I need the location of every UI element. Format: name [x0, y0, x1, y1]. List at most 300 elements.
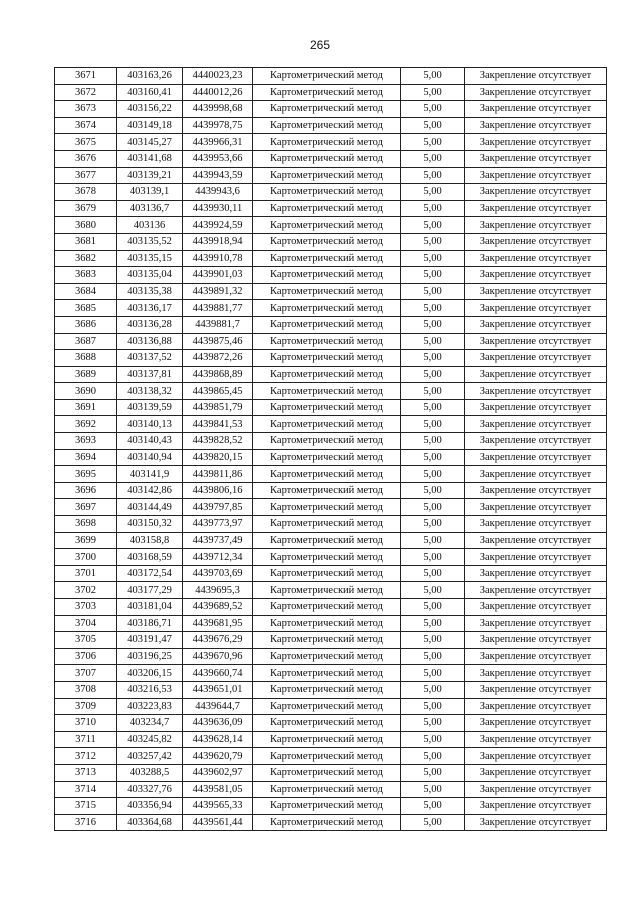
x-coordinate-cell: 403137,52 — [117, 350, 183, 367]
table-row — [55, 648, 607, 665]
point-number-cell: 3707 — [55, 665, 117, 682]
point-number-cell: 3677 — [55, 167, 117, 184]
y-coordinate-cell: 4439689,52 — [183, 599, 253, 616]
method-cell: Картометрический метод — [253, 599, 401, 616]
point-number-cell: 3701 — [55, 565, 117, 582]
accuracy-cell: 5,00 — [401, 117, 465, 134]
y-coordinate-cell: 4439773,97 — [183, 516, 253, 533]
table-row — [55, 615, 607, 632]
fixing-cell: Закрепление отсутствует — [465, 433, 607, 450]
accuracy-cell: 5,00 — [401, 764, 465, 781]
fixing-cell: Закрепление отсутствует — [465, 200, 607, 217]
accuracy-cell: 5,00 — [401, 748, 465, 765]
accuracy-cell: 5,00 — [401, 399, 465, 416]
y-coordinate-cell: 4439820,15 — [183, 449, 253, 466]
fixing-cell: Закрепление отсутствует — [465, 516, 607, 533]
y-coordinate-cell: 4439565,33 — [183, 798, 253, 815]
point-number-cell: 3697 — [55, 499, 117, 516]
point-number-cell: 3676 — [55, 150, 117, 167]
x-coordinate-cell: 403145,27 — [117, 134, 183, 151]
y-coordinate-cell: 4439841,53 — [183, 416, 253, 433]
fixing-cell: Закрепление отсутствует — [465, 681, 607, 698]
x-coordinate-cell: 403206,15 — [117, 665, 183, 682]
x-coordinate-cell: 403288,5 — [117, 764, 183, 781]
fixing-cell: Закрепление отсутствует — [465, 582, 607, 599]
point-number-cell: 3679 — [55, 200, 117, 217]
fixing-cell: Закрепление отсутствует — [465, 665, 607, 682]
table-row — [55, 233, 607, 250]
method-cell: Картометрический метод — [253, 300, 401, 317]
point-number-cell: 3672 — [55, 84, 117, 101]
table-row — [55, 731, 607, 748]
table-row — [55, 814, 607, 831]
x-coordinate-cell: 403158,8 — [117, 532, 183, 549]
method-cell: Картометрический метод — [253, 466, 401, 483]
table-row — [55, 350, 607, 367]
x-coordinate-cell: 403135,38 — [117, 283, 183, 300]
method-cell: Картометрический метод — [253, 549, 401, 566]
accuracy-cell: 5,00 — [401, 516, 465, 533]
y-coordinate-cell: 4439628,14 — [183, 731, 253, 748]
x-coordinate-cell: 403135,15 — [117, 250, 183, 267]
method-cell: Картометрический метод — [253, 200, 401, 217]
accuracy-cell: 5,00 — [401, 532, 465, 549]
fixing-cell: Закрепление отсутствует — [465, 283, 607, 300]
accuracy-cell: 5,00 — [401, 84, 465, 101]
accuracy-cell: 5,00 — [401, 150, 465, 167]
method-cell: Картометрический метод — [253, 615, 401, 632]
x-coordinate-cell: 403141,9 — [117, 466, 183, 483]
y-coordinate-cell: 4439872,26 — [183, 350, 253, 367]
fixing-cell: Закрепление отсутствует — [465, 233, 607, 250]
point-number-cell: 3704 — [55, 615, 117, 632]
y-coordinate-cell: 4440012,26 — [183, 84, 253, 101]
accuracy-cell: 5,00 — [401, 366, 465, 383]
method-cell: Картометрический метод — [253, 632, 401, 649]
accuracy-cell: 5,00 — [401, 316, 465, 333]
point-number-cell: 3698 — [55, 516, 117, 533]
point-number-cell: 3706 — [55, 648, 117, 665]
table-row — [55, 167, 607, 184]
fixing-cell: Закрепление отсутствует — [465, 84, 607, 101]
fixing-cell: Закрепление отсутствует — [465, 316, 607, 333]
y-coordinate-cell: 4439865,45 — [183, 383, 253, 400]
method-cell: Картометрический метод — [253, 333, 401, 350]
accuracy-cell: 5,00 — [401, 350, 465, 367]
x-coordinate-cell: 403144,49 — [117, 499, 183, 516]
accuracy-cell: 5,00 — [401, 814, 465, 831]
method-cell: Картометрический метод — [253, 814, 401, 831]
table-row — [55, 482, 607, 499]
fixing-cell: Закрепление отсутствует — [465, 150, 607, 167]
method-cell: Картометрический метод — [253, 764, 401, 781]
table-row — [55, 632, 607, 649]
y-coordinate-cell: 4440023,23 — [183, 68, 253, 85]
y-coordinate-cell: 4439930,11 — [183, 200, 253, 217]
point-number-cell: 3708 — [55, 681, 117, 698]
x-coordinate-cell: 403160,41 — [117, 84, 183, 101]
y-coordinate-cell: 4439943,59 — [183, 167, 253, 184]
x-coordinate-cell: 403137,81 — [117, 366, 183, 383]
fixing-cell: Закрепление отсутствует — [465, 333, 607, 350]
accuracy-cell: 5,00 — [401, 499, 465, 516]
method-cell: Картометрический метод — [253, 565, 401, 582]
point-number-cell: 3678 — [55, 184, 117, 201]
accuracy-cell: 5,00 — [401, 648, 465, 665]
point-number-cell: 3687 — [55, 333, 117, 350]
fixing-cell: Закрепление отсутствует — [465, 383, 607, 400]
x-coordinate-cell: 403186,71 — [117, 615, 183, 632]
point-number-cell: 3675 — [55, 134, 117, 151]
accuracy-cell: 5,00 — [401, 433, 465, 450]
x-coordinate-cell: 403136,28 — [117, 316, 183, 333]
accuracy-cell: 5,00 — [401, 715, 465, 732]
accuracy-cell: 5,00 — [401, 167, 465, 184]
accuracy-cell: 5,00 — [401, 565, 465, 582]
x-coordinate-cell: 403216,53 — [117, 681, 183, 698]
method-cell: Картометрический метод — [253, 781, 401, 798]
point-number-cell: 3690 — [55, 383, 117, 400]
point-number-cell: 3711 — [55, 731, 117, 748]
point-number-cell: 3710 — [55, 715, 117, 732]
table-row — [55, 184, 607, 201]
x-coordinate-cell: 403139,59 — [117, 399, 183, 416]
table-row — [55, 416, 607, 433]
x-coordinate-cell: 403181,04 — [117, 599, 183, 616]
y-coordinate-cell: 4439881,7 — [183, 316, 253, 333]
fixing-cell: Закрепление отсутствует — [465, 68, 607, 85]
method-cell: Картометрический метод — [253, 84, 401, 101]
table-row — [55, 433, 607, 450]
y-coordinate-cell: 4439561,44 — [183, 814, 253, 831]
point-number-cell: 3716 — [55, 814, 117, 831]
accuracy-cell: 5,00 — [401, 416, 465, 433]
fixing-cell: Закрепление отсутствует — [465, 814, 607, 831]
point-number-cell: 3685 — [55, 300, 117, 317]
table-row — [55, 582, 607, 599]
y-coordinate-cell: 4439797,85 — [183, 499, 253, 516]
table-row — [55, 681, 607, 698]
fixing-cell: Закрепление отсутствует — [465, 167, 607, 184]
table-row — [55, 449, 607, 466]
method-cell: Картометрический метод — [253, 433, 401, 450]
method-cell: Картометрический метод — [253, 167, 401, 184]
y-coordinate-cell: 4439875,46 — [183, 333, 253, 350]
x-coordinate-cell: 403139,1 — [117, 184, 183, 201]
table-row — [55, 516, 607, 533]
x-coordinate-cell: 403139,21 — [117, 167, 183, 184]
table-row — [55, 715, 607, 732]
point-number-cell: 3688 — [55, 350, 117, 367]
y-coordinate-cell: 4439978,75 — [183, 117, 253, 134]
method-cell: Картометрический метод — [253, 798, 401, 815]
fixing-cell: Закрепление отсутствует — [465, 267, 607, 284]
page-number: 265 — [309, 38, 331, 52]
fixing-cell: Закрепление отсутствует — [465, 134, 607, 151]
fixing-cell: Закрепление отсутствует — [465, 599, 607, 616]
method-cell: Картометрический метод — [253, 150, 401, 167]
y-coordinate-cell: 4439924,59 — [183, 217, 253, 234]
point-number-cell: 3671 — [55, 68, 117, 85]
method-cell: Картометрический метод — [253, 316, 401, 333]
method-cell: Картометрический метод — [253, 698, 401, 715]
accuracy-cell: 5,00 — [401, 267, 465, 284]
point-number-cell: 3695 — [55, 466, 117, 483]
fixing-cell: Закрепление отсутствует — [465, 250, 607, 267]
table-row — [55, 748, 607, 765]
accuracy-cell: 5,00 — [401, 482, 465, 499]
fixing-cell: Закрепление отсутствует — [465, 217, 607, 234]
table-row — [55, 217, 607, 234]
method-cell: Картометрический метод — [253, 350, 401, 367]
fixing-cell: Закрепление отсутствует — [465, 101, 607, 118]
table-row — [55, 764, 607, 781]
accuracy-cell: 5,00 — [401, 217, 465, 234]
y-coordinate-cell: 4439712,34 — [183, 549, 253, 566]
method-cell: Картометрический метод — [253, 482, 401, 499]
table-row — [55, 798, 607, 815]
fixing-cell: Закрепление отсутствует — [465, 648, 607, 665]
x-coordinate-cell: 403136,7 — [117, 200, 183, 217]
fixing-cell: Закрепление отсутствует — [465, 449, 607, 466]
table-row — [55, 399, 607, 416]
point-number-cell: 3700 — [55, 549, 117, 566]
y-coordinate-cell: 4439651,01 — [183, 681, 253, 698]
point-number-cell: 3694 — [55, 449, 117, 466]
y-coordinate-cell: 4439806,16 — [183, 482, 253, 499]
fixing-cell: Закрепление отсутствует — [465, 615, 607, 632]
accuracy-cell: 5,00 — [401, 184, 465, 201]
point-number-cell: 3696 — [55, 482, 117, 499]
table-row — [55, 565, 607, 582]
fixing-cell: Закрепление отсутствует — [465, 748, 607, 765]
fixing-cell: Закрепление отсутствует — [465, 466, 607, 483]
method-cell: Картометрический метод — [253, 416, 401, 433]
point-number-cell: 3703 — [55, 599, 117, 616]
table-row — [55, 316, 607, 333]
x-coordinate-cell: 403136,17 — [117, 300, 183, 317]
accuracy-cell: 5,00 — [401, 665, 465, 682]
point-number-cell: 3693 — [55, 433, 117, 450]
accuracy-cell: 5,00 — [401, 698, 465, 715]
x-coordinate-cell: 403140,43 — [117, 433, 183, 450]
fixing-cell: Закрепление отсутствует — [465, 698, 607, 715]
point-number-cell: 3699 — [55, 532, 117, 549]
accuracy-cell: 5,00 — [401, 200, 465, 217]
table-row — [55, 101, 607, 118]
point-number-cell: 3713 — [55, 764, 117, 781]
x-coordinate-cell: 403196,25 — [117, 648, 183, 665]
table-row — [55, 333, 607, 350]
fixing-cell: Закрепление отсутствует — [465, 549, 607, 566]
accuracy-cell: 5,00 — [401, 781, 465, 798]
accuracy-cell: 5,00 — [401, 68, 465, 85]
x-coordinate-cell: 403223,83 — [117, 698, 183, 715]
method-cell: Картометрический метод — [253, 134, 401, 151]
fixing-cell: Закрепление отсутствует — [465, 117, 607, 134]
x-coordinate-cell: 403364,68 — [117, 814, 183, 831]
table-row — [55, 698, 607, 715]
method-cell: Картометрический метод — [253, 117, 401, 134]
accuracy-cell: 5,00 — [401, 250, 465, 267]
accuracy-cell: 5,00 — [401, 283, 465, 300]
method-cell: Картометрический метод — [253, 233, 401, 250]
accuracy-cell: 5,00 — [401, 383, 465, 400]
accuracy-cell: 5,00 — [401, 449, 465, 466]
table-row — [55, 250, 607, 267]
y-coordinate-cell: 4439703,69 — [183, 565, 253, 582]
x-coordinate-cell: 403140,13 — [117, 416, 183, 433]
accuracy-cell: 5,00 — [401, 134, 465, 151]
method-cell: Картометрический метод — [253, 383, 401, 400]
fixing-cell: Закрепление отсутствует — [465, 532, 607, 549]
table-row — [55, 84, 607, 101]
x-coordinate-cell: 403136 — [117, 217, 183, 234]
method-cell: Картометрический метод — [253, 582, 401, 599]
y-coordinate-cell: 4439737,49 — [183, 532, 253, 549]
y-coordinate-cell: 4439581,05 — [183, 781, 253, 798]
method-cell: Картометрический метод — [253, 748, 401, 765]
table-row — [55, 150, 607, 167]
fixing-cell: Закрепление отсутствует — [465, 416, 607, 433]
fixing-cell: Закрепление отсутствует — [465, 565, 607, 582]
accuracy-cell: 5,00 — [401, 101, 465, 118]
method-cell: Картометрический метод — [253, 731, 401, 748]
fixing-cell: Закрепление отсутствует — [465, 366, 607, 383]
table-row — [55, 267, 607, 284]
x-coordinate-cell: 403356,94 — [117, 798, 183, 815]
x-coordinate-cell: 403327,76 — [117, 781, 183, 798]
y-coordinate-cell: 4439868,89 — [183, 366, 253, 383]
method-cell: Картометрический метод — [253, 250, 401, 267]
fixing-cell: Закрепление отсутствует — [465, 482, 607, 499]
fixing-cell: Закрепление отсутствует — [465, 184, 607, 201]
y-coordinate-cell: 4439811,86 — [183, 466, 253, 483]
x-coordinate-cell: 403163,26 — [117, 68, 183, 85]
table-row — [55, 68, 607, 85]
point-number-cell: 3709 — [55, 698, 117, 715]
y-coordinate-cell: 4439695,3 — [183, 582, 253, 599]
accuracy-cell: 5,00 — [401, 233, 465, 250]
table-row — [55, 599, 607, 616]
coordinates-table — [54, 67, 607, 831]
accuracy-cell: 5,00 — [401, 615, 465, 632]
y-coordinate-cell: 4439681,95 — [183, 615, 253, 632]
y-coordinate-cell: 4439676,29 — [183, 632, 253, 649]
x-coordinate-cell: 403156,22 — [117, 101, 183, 118]
x-coordinate-cell: 403140,94 — [117, 449, 183, 466]
point-number-cell: 3682 — [55, 250, 117, 267]
method-cell: Картометрический метод — [253, 681, 401, 698]
y-coordinate-cell: 4439828,52 — [183, 433, 253, 450]
table-row — [55, 117, 607, 134]
y-coordinate-cell: 4439636,09 — [183, 715, 253, 732]
fixing-cell: Закрепление отсутствует — [465, 798, 607, 815]
method-cell: Картометрический метод — [253, 665, 401, 682]
x-coordinate-cell: 403257,42 — [117, 748, 183, 765]
point-number-cell: 3692 — [55, 416, 117, 433]
table-row — [55, 300, 607, 317]
method-cell: Картометрический метод — [253, 648, 401, 665]
y-coordinate-cell: 4439901,03 — [183, 267, 253, 284]
table-row — [55, 366, 607, 383]
x-coordinate-cell: 403135,52 — [117, 233, 183, 250]
x-coordinate-cell: 403191,47 — [117, 632, 183, 649]
accuracy-cell: 5,00 — [401, 798, 465, 815]
y-coordinate-cell: 4439620,79 — [183, 748, 253, 765]
y-coordinate-cell: 4439910,78 — [183, 250, 253, 267]
table-row — [55, 383, 607, 400]
fixing-cell: Закрепление отсутствует — [465, 781, 607, 798]
y-coordinate-cell: 4439943,6 — [183, 184, 253, 201]
method-cell: Картометрический метод — [253, 184, 401, 201]
coordinates-table-body — [55, 68, 607, 831]
method-cell: Картометрический метод — [253, 267, 401, 284]
fixing-cell: Закрепление отсутствует — [465, 632, 607, 649]
fixing-cell: Закрепление отсутствует — [465, 715, 607, 732]
accuracy-cell: 5,00 — [401, 466, 465, 483]
point-number-cell: 3702 — [55, 582, 117, 599]
table-row — [55, 532, 607, 549]
y-coordinate-cell: 4439670,96 — [183, 648, 253, 665]
x-coordinate-cell: 403142,86 — [117, 482, 183, 499]
point-number-cell: 3681 — [55, 233, 117, 250]
point-number-cell: 3680 — [55, 217, 117, 234]
fixing-cell: Закрепление отсутствует — [465, 300, 607, 317]
fixing-cell: Закрепление отсутствует — [465, 764, 607, 781]
fixing-cell: Закрепление отсутствует — [465, 731, 607, 748]
accuracy-cell: 5,00 — [401, 549, 465, 566]
fixing-cell: Закрепление отсутствует — [465, 399, 607, 416]
x-coordinate-cell: 403245,82 — [117, 731, 183, 748]
point-number-cell: 3691 — [55, 399, 117, 416]
method-cell: Картометрический метод — [253, 283, 401, 300]
y-coordinate-cell: 4439966,31 — [183, 134, 253, 151]
y-coordinate-cell: 4439891,32 — [183, 283, 253, 300]
y-coordinate-cell: 4439918,94 — [183, 233, 253, 250]
table-row — [55, 134, 607, 151]
method-cell: Картометрический метод — [253, 68, 401, 85]
point-number-cell: 3673 — [55, 101, 117, 118]
method-cell: Картометрический метод — [253, 516, 401, 533]
table-row — [55, 781, 607, 798]
x-coordinate-cell: 403234,7 — [117, 715, 183, 732]
x-coordinate-cell: 403136,88 — [117, 333, 183, 350]
y-coordinate-cell: 4439602,97 — [183, 764, 253, 781]
y-coordinate-cell: 4439953,66 — [183, 150, 253, 167]
point-number-cell: 3683 — [55, 267, 117, 284]
y-coordinate-cell: 4439881,77 — [183, 300, 253, 317]
y-coordinate-cell: 4439660,74 — [183, 665, 253, 682]
y-coordinate-cell: 4439998,68 — [183, 101, 253, 118]
accuracy-cell: 5,00 — [401, 300, 465, 317]
point-number-cell: 3714 — [55, 781, 117, 798]
method-cell: Картометрический метод — [253, 217, 401, 234]
accuracy-cell: 5,00 — [401, 599, 465, 616]
fixing-cell: Закрепление отсутствует — [465, 350, 607, 367]
accuracy-cell: 5,00 — [401, 582, 465, 599]
y-coordinate-cell: 4439644,7 — [183, 698, 253, 715]
table-row — [55, 200, 607, 217]
x-coordinate-cell: 403141,68 — [117, 150, 183, 167]
table-row — [55, 283, 607, 300]
method-cell: Картометрический метод — [253, 366, 401, 383]
accuracy-cell: 5,00 — [401, 333, 465, 350]
x-coordinate-cell: 403135,04 — [117, 267, 183, 284]
point-number-cell: 3705 — [55, 632, 117, 649]
x-coordinate-cell: 403149,18 — [117, 117, 183, 134]
x-coordinate-cell: 403172,54 — [117, 565, 183, 582]
